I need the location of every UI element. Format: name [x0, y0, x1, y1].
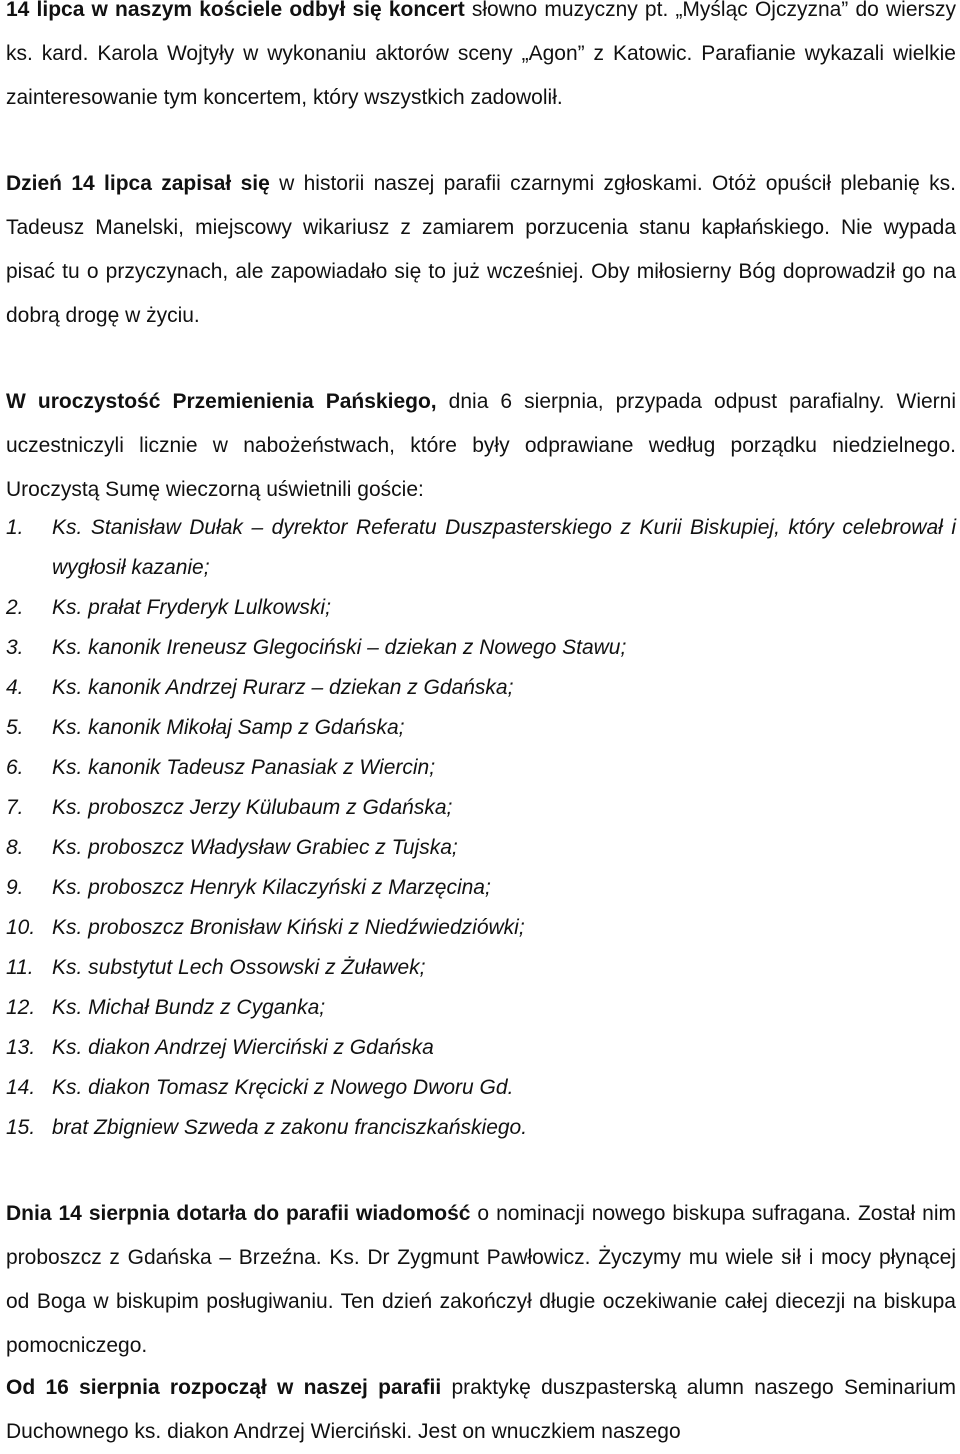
paragraph-deacon-practice: [6, 1366, 956, 1454]
list-item-number: 12.: [6, 996, 36, 1019]
list-item: [6, 868, 956, 908]
list-item: [6, 1068, 956, 1108]
list-item-text: Ks. Stanisław Dułak – dyrektor Referatu Duszpasterskiego z Kurii Biskupiej, który celebrował i wygłosił kazanie;: [52, 516, 956, 579]
list-item-number: 15.: [6, 1116, 36, 1139]
list-item: [6, 828, 956, 868]
list-item-text: Ks. diakon Andrzej Wierciński z Gdańska: [52, 1036, 434, 1059]
paragraph-concert-text: słowno muzyczny pt. „Myśląc Ojczyzna” do wierszy ks. kard. Karola Wojtyły w wykonaniu aktorów sceny „Agon” z Katowic. Parafianie wykazali wielkie zainteresowanie tym koncertem, który wszystkich zadowolił.: [6, 0, 956, 109]
list-item-text: brat Zbigniew Szweda z zakonu franciszkańskiego.: [52, 1116, 528, 1139]
paragraph-bishop-nomination: [6, 1192, 956, 1368]
list-item-text: Ks. proboszcz Bronisław Kiński z Niedźwiedziówki;: [52, 916, 525, 939]
list-item-number: 7.: [6, 796, 24, 819]
list-item-number: 8.: [6, 836, 24, 859]
list-item-number: 2.: [6, 596, 24, 619]
paragraph-concert: [6, 0, 956, 120]
paragraph-bishop-nomination-text: o nominacji nowego biskupa sufragana. Został nim proboszcz z Gdańska – Brzeźna. Ks. Dr Zygmunt Pawłowicz. Życzymy mu wiele sił i mocy płynącej od Boga w biskupim posługiwaniu. Ten dzień zakończył długie oczekiwanie całej diecezji na biskupa pomocniczego.: [6, 1202, 956, 1357]
list-item: [6, 708, 956, 748]
list-item: [6, 1108, 956, 1148]
list-item-number: 10.: [6, 916, 36, 939]
list-item: [6, 628, 956, 668]
list-item-number: 4.: [6, 676, 24, 699]
list-item: [6, 948, 956, 988]
paragraph-july-14-lead: Dzień 14 lipca zapisał się: [6, 172, 270, 195]
list-item-text: Ks. kanonik Mikołaj Samp z Gdańska;: [52, 716, 405, 739]
list-item: [6, 908, 956, 948]
list-item: [6, 748, 956, 788]
paragraph-deacon-practice-lead: Od 16 sierpnia rozpoczął w naszej parafii: [6, 1376, 442, 1399]
list-item-number: 6.: [6, 756, 24, 779]
list-item-number: 11.: [6, 956, 34, 979]
paragraph-july-14: [6, 162, 956, 338]
list-item-number: 9.: [6, 876, 24, 899]
list-item-text: Ks. kanonik Ireneusz Glegociński – dziekan z Nowego Stawu;: [52, 636, 627, 659]
paragraph-transfiguration-text: dnia 6 sierpnia, przypada odpust parafialny. Wierni uczestniczyli licznie w nabożeństwach, które były odprawiane według porządku niedzielnego. Uroczystą Sumę wieczorną uświetnili goście:: [6, 390, 956, 501]
guests-list: [6, 508, 956, 1148]
list-item-number: 13.: [6, 1036, 36, 1059]
list-item-text: Ks. diakon Tomasz Kręcicki z Nowego Dworu Gd.: [52, 1076, 514, 1099]
list-item-text: Ks. proboszcz Jerzy Külubaum z Gdańska;: [52, 796, 453, 819]
list-item: [6, 1028, 956, 1068]
paragraph-deacon-practice-text: praktykę duszpasterską alumn naszego Seminarium Duchownego ks. diakon Andrzej Wierciński. Jest on wnuczkiem naszego: [6, 1376, 956, 1443]
list-item: [6, 788, 956, 828]
list-item-text: Ks. proboszcz Henryk Kilaczyński z Marzęcina;: [52, 876, 491, 899]
list-item-text: Ks. kanonik Andrzej Rurarz – dziekan z Gdańska;: [52, 676, 514, 699]
list-item-number: 1.: [6, 516, 24, 539]
list-item-text: Ks. prałat Fryderyk Lulkowski;: [52, 596, 331, 619]
list-item: [6, 588, 956, 628]
list-item-number: 5.: [6, 716, 24, 739]
paragraph-bishop-nomination-lead: Dnia 14 sierpnia dotarła do parafii wiadomość: [6, 1202, 471, 1225]
paragraph-transfiguration: [6, 380, 956, 512]
paragraph-transfiguration-lead: W uroczystość Przemienienia Pańskiego,: [6, 390, 437, 413]
list-item-text: Ks. substytut Lech Ossowski z Żuławek;: [52, 956, 426, 979]
paragraph-concert-lead: 14 lipca w naszym kościele odbył się koncert: [6, 0, 465, 21]
list-item-text: Ks. proboszcz Władysław Grabiec z Tujska;: [52, 836, 458, 859]
list-item: [6, 988, 956, 1028]
list-item: [6, 508, 956, 588]
list-item-text: Ks. kanonik Tadeusz Panasiak z Wiercin;: [52, 756, 436, 779]
list-item-number: 14.: [6, 1076, 36, 1099]
list-item-number: 3.: [6, 636, 24, 659]
list-item: [6, 668, 956, 708]
list-item-text: Ks. Michał Bundz z Cyganka;: [52, 996, 326, 1019]
paragraph-july-14-text: w historii naszej parafii czarnymi zgłoskami. Otóż opuścił plebanię ks. Tadeusz Manelski, miejscowy wikariusz z zamiarem porzucenia stanu kapłańskiego. Nie wypada pisać tu o przyczynach, ale zapowiadało się to już wcześniej. Oby miłosierny Bóg doprowadził go na dobrą drogę w życiu.: [6, 172, 956, 327]
